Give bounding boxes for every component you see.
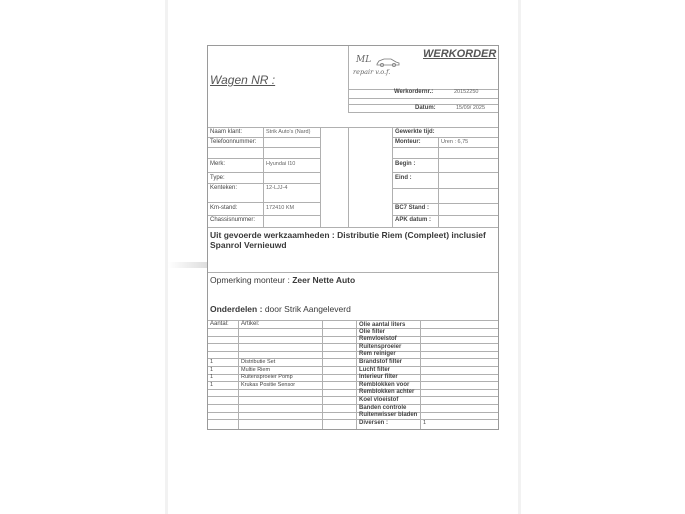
checklist-item-label: Interieur filter [359,374,398,381]
wagen-nr-label: Wagen NR : [210,73,276,87]
car-icon [375,57,401,67]
checklist-header: Olie aantal liters [359,322,406,328]
naam-klant-value: Strik Auto's (Nard) [266,129,311,135]
werkzaamheden-label: Uit gevoerde werkzaamheden : [210,230,335,240]
parts-row-aantal: 1 [210,374,214,381]
parts-row-artikel: Krukas Positie Sensor [241,381,296,388]
checklist-item-label: Koel vloeistof [359,396,399,403]
opmerking-value: Zeer Nette Auto [292,275,356,285]
bc7-stand-label: BC7 Stand : [395,205,430,211]
parts-row-aantal: 1 [210,366,214,373]
artikel-header: Artikel: [241,321,260,327]
werkordernr-value: 20152250 [454,89,479,95]
werkzaamheden-line-1: Distributie Riem (Compleet) inclusief [337,230,486,240]
checklist-item-label: Remblokken voor [359,381,410,388]
werkzaamheden-text [210,230,486,240]
werkzaamheden-line-2: Spanrol Vernieuwd [210,240,287,250]
gewerkte-tijd-label: Gewerkte tijd: [395,129,435,135]
parts-row-aantal: 1 [210,358,214,365]
onderdelen-value: door Strik Aangeleverd [264,304,351,314]
eind-label: Eind : [395,175,412,181]
aantal-header: Aantal: [210,321,229,327]
checklist-item-label: Diversen : [359,419,389,426]
type-label: Type: [210,175,225,181]
checklist-item-label: Ruitensproeier [359,343,402,350]
km-stand-value: 172410 KM [266,205,295,211]
monteur-label: Monteur: [395,139,421,145]
checklist-item-label: Remblokken achter [359,389,415,396]
datum-value: 15/09/ 2025 [456,105,486,111]
opmerking-label: Opmerking monteur : [210,275,290,285]
scan-edge-right [518,0,521,514]
onderdelen-text [210,304,351,314]
form-title: WERKORDER [423,48,497,60]
checklist-item-label: Olie filter [359,328,386,335]
checklist-item-label: Brandstof filter [359,358,403,365]
werkordernr-label: Werkordernr.: [394,89,434,95]
begin-label: Begin : [395,161,416,167]
checklist-item-label: Banden controle [359,404,407,411]
apk-datum-label: APK datum : [395,217,431,223]
opmerking-text [210,275,355,285]
onderdelen-label: Onderdelen : [210,304,263,314]
chassisnummer-label: Chassisnummer: [210,217,256,223]
checklist-item-label: Rem reiniger [359,351,396,358]
parts-row-artikel: Distributie Set [241,358,276,365]
merk-value: Hyundai I10 [266,161,296,167]
parts-row-artikel: Multie Riem [241,366,271,373]
kenteken-value: 12-LJJ-4 [266,185,288,191]
kenteken-label: Kenteken: [210,185,238,191]
parts-row-aantal: 1 [210,381,214,388]
company-logo [353,55,409,83]
checklist-item-label: Lucht filter [359,366,390,373]
telefoonnummer-label: Telefoonnummer: [210,139,257,145]
km-stand-label: Km-stand: [210,205,238,211]
checklist-item-label: Ruitenwisser bladen [359,412,418,419]
datum-label: Datum: [415,105,436,111]
merk-label: Merk: [210,161,225,167]
monteur-value: Uren : 6,75 [441,139,469,145]
logo-line-1: ML [356,55,372,65]
work-order-form [207,45,499,430]
parts-row-artikel: Ruitensproeier Pomp [241,374,293,381]
scan-edge-left [165,0,168,514]
checklist-item-label: Remvloeistof [359,336,397,343]
naam-klant-label: Naam klant: [210,129,243,135]
logo-line-2: repair v.o.f. [353,68,391,76]
checklist-item-value: 1 [423,419,427,426]
